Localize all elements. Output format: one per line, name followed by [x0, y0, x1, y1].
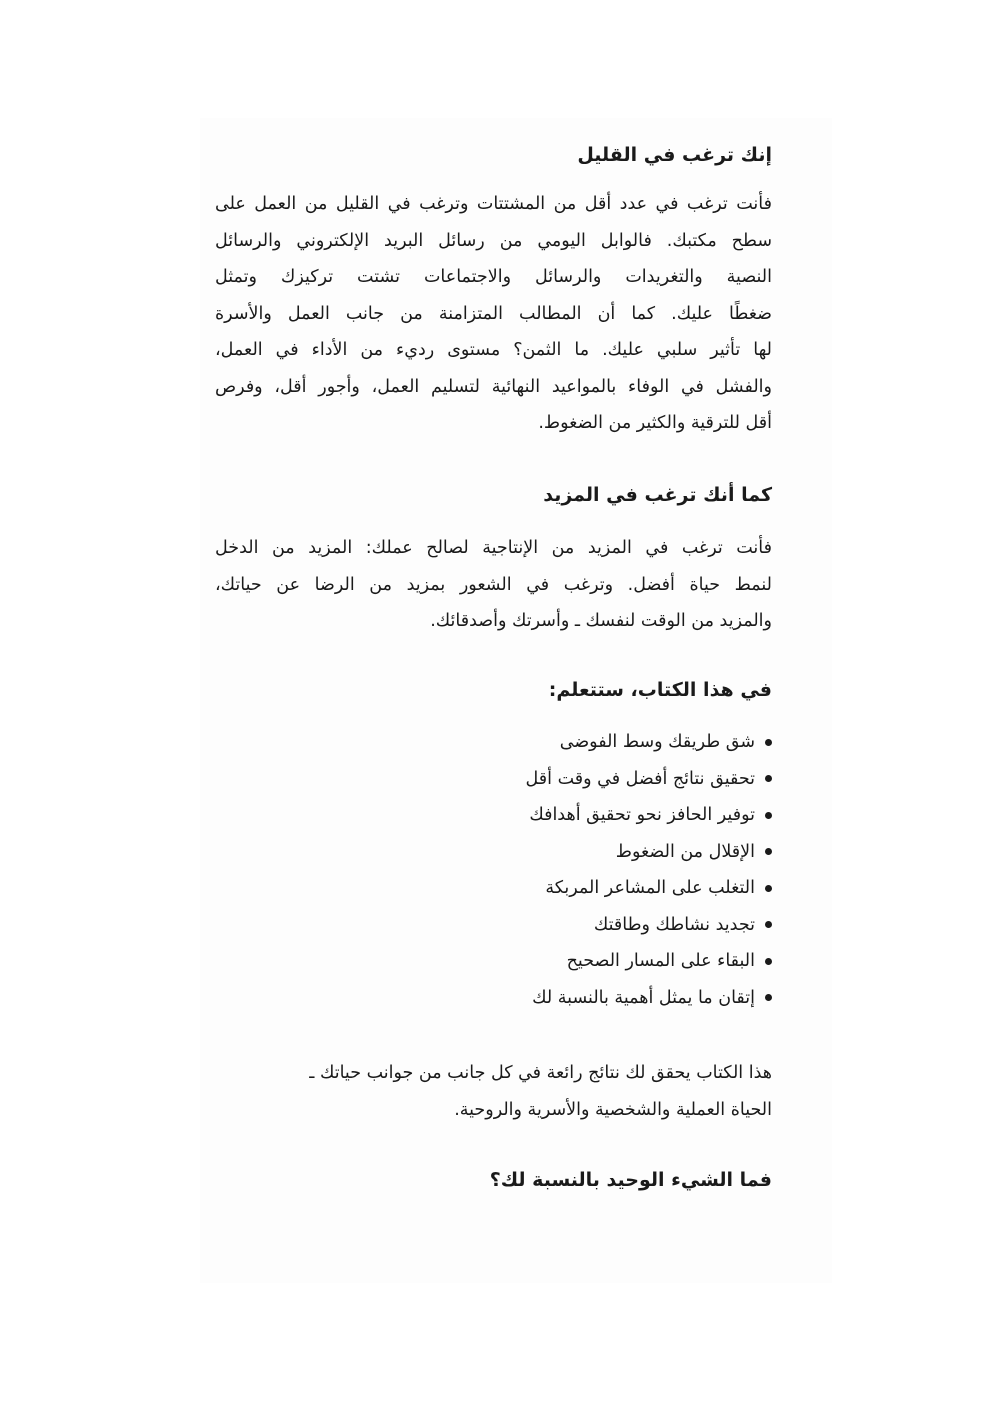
- text-line: أقل للترقية والكثير من الضغوط.: [538, 413, 772, 433]
- list-item: [526, 907, 772, 944]
- paragraph-want-more: [215, 530, 772, 640]
- paragraph-closing: [309, 1055, 772, 1128]
- bullet-icon: [765, 848, 772, 855]
- heading-want-less: إنك ترغب في القليل: [577, 144, 772, 166]
- bullet-icon: [765, 775, 772, 782]
- list-item: [526, 943, 772, 980]
- bullet-icon: [765, 958, 772, 965]
- bullet-icon: [765, 921, 772, 928]
- list-item-text: تجديد نشاطك وطاقتك: [593, 914, 755, 935]
- bullet-icon: [765, 994, 772, 1001]
- heading-want-more: كما أنك ترغب في المزيد: [543, 484, 772, 506]
- list-item-text: إتقان ما يمثل أهمية بالنسبة لك: [532, 987, 755, 1008]
- text-line: ضغطًا عليك. كما أن المطالب المتزامنة من جانب العمل والأسرة: [215, 303, 772, 324]
- text-line: الحياة العملية والشخصية والأسرية والروحية.: [454, 1099, 772, 1120]
- list-item: [526, 870, 772, 907]
- list-item-text: تحقيق نتائج أفضل في وقت أقل: [525, 768, 755, 789]
- text-line: هذا الكتاب يحقق لك نتائج رائعة في كل جانب من جوانب حياتك ـ: [309, 1063, 772, 1083]
- text-line: النصية والتغريدات والرسائل والاجتماعات تشتت تركيزك وتمثل: [215, 267, 772, 287]
- text-line: لها تأثير سلبي عليك. ما الثمن؟ مستوى رديء من الأداء في العمل،: [215, 340, 772, 360]
- text-line: لنمط حياة أفضل. وترغب في الشعور بمزيد من الرضا عن حياتك،: [215, 574, 772, 595]
- list-item: [526, 761, 772, 798]
- learn-list: [526, 724, 772, 1016]
- list-item-text: الإقلال من الضغوط: [615, 841, 755, 862]
- text-line: فأنت ترغب في عدد أقل من المشتتات وترغب في القليل من العمل على: [215, 194, 772, 214]
- text-line: والفشل في الوفاء بالمواعيد النهائية لتسليم العمل، وأجور أقل، وفرص: [215, 376, 772, 397]
- heading-one-thing: فما الشيء الوحيد بالنسبة لك؟: [489, 1169, 772, 1191]
- list-item-text: شق طريقك وسط الفوضى: [559, 732, 755, 752]
- paragraph-want-less: [215, 186, 772, 442]
- list-item: [526, 724, 772, 761]
- list-item: [526, 797, 772, 834]
- heading-you-will-learn: في هذا الكتاب، ستتعلم:: [548, 679, 772, 701]
- list-item: [526, 834, 772, 871]
- text-line: فأنت ترغب في المزيد من الإنتاجية لصالح عملك: المزيد من الدخل: [215, 538, 772, 558]
- list-item-text: التغلب على المشاعر المربكة: [545, 878, 755, 898]
- bullet-icon: [765, 812, 772, 819]
- text-line: والمزيد من الوقت لنفسك ـ وأسرتك وأصدقائك.: [430, 611, 772, 631]
- bullet-icon: [765, 885, 772, 892]
- list-item-text: توفير الحافز نحو تحقيق أهدافك: [529, 805, 755, 825]
- text-line: سطح مكتبك. فالوابل اليومي من رسائل البريد الإلكتروني والرسائل: [215, 230, 772, 251]
- list-item-text: البقاء على المسار الصحيح: [566, 951, 755, 971]
- list-item: [526, 980, 772, 1017]
- bullet-icon: [765, 739, 772, 746]
